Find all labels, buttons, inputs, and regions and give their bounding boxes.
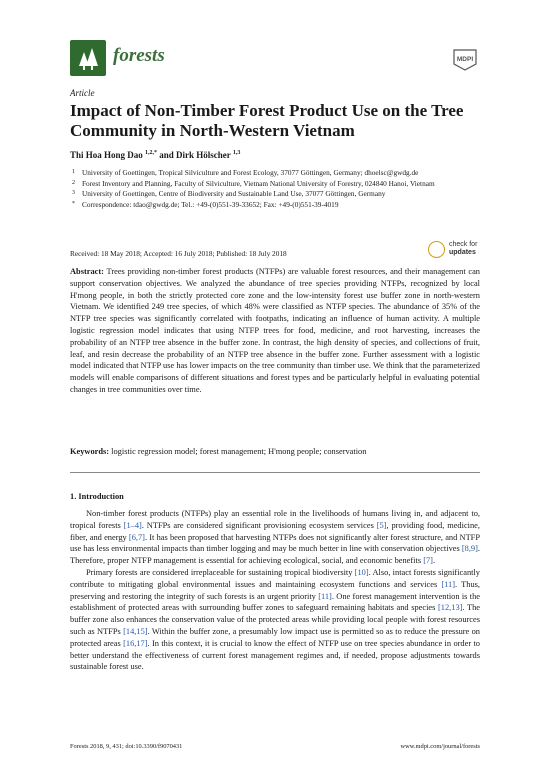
paragraph-text: . Therefore, proper NTFP management is essential for achieving ecological, social, and economic benefits [70,544,480,566]
affiliation-number: 3 [72,190,75,196]
keywords-label: Keywords: [70,447,110,456]
citation-link[interactable]: [8,9] [461,544,478,554]
citation-link[interactable]: [12,13] [438,603,463,613]
article-title: Impact of Non-Timber Forest Product Use on the Tree Community in North-Western Vietnam [70,101,464,140]
paragraph-text: . [432,556,436,566]
publication-dates: Received: 18 May 2018; Accepted: 16 July 2018; Published: 18 July 2018 [70,249,287,258]
abstract [70,266,480,396]
forests-logo-icon [70,40,106,76]
paragraph-text: . Also, intact forests significantly contribute to mitigating global environmental issues and maintaining ecosystem functions and services [70,567,480,589]
footer-citation[interactable]: Forests 2018, 9, 431; doi:10.3390/f9070431 [70,743,183,750]
check-for-updates-label [449,241,477,257]
paragraph-text: . NTFPs are considered significant provisioning ecosystem services [141,520,377,530]
page-footer [70,743,480,750]
paragraph-text: , providing food, medicine, fiber, and energy [70,520,480,542]
journal-name[interactable]: forests [113,45,165,66]
paragraph [70,567,480,673]
article-type: Article [70,88,95,98]
paragraph [70,508,480,567]
affiliation-item [70,168,480,179]
author-conjunction: and [159,150,174,160]
check-for-updates-line1: check for [449,241,478,248]
citation-link[interactable]: [1–4] [123,520,142,530]
affiliation-text: Forest Inventory and Planning, Faculty of Silviculture, Vietnam National University of Forestry, 024840 Hanoi, Vietnam [82,178,435,188]
keywords [70,446,480,458]
section-divider [70,472,480,473]
author-affiliation-marker: 1,3 [232,150,241,156]
affiliations [70,168,480,210]
paragraph-text: . One forest management intervention is the establishment of protected areas with surrounding buffer zones to safeguard remaining habitats and species [70,591,480,613]
paragraph-text: . Thus, preserving and restoring the integrity of such forests is an urgent priority [70,579,480,601]
citation-link[interactable]: [14,15] [123,626,148,636]
journal-header [70,40,480,80]
citation-link[interactable]: [11] [441,579,456,589]
paragraph-text: . In this context, it is crucial to know the effect of NTFP use on tree species abundance in order to better understand the effectiveness of current forest management regimes and, if needed, propose adjustments towards sustainable forest use. [70,638,480,672]
author-list [70,150,240,160]
mdpi-logo-icon[interactable] [450,48,480,72]
check-for-updates-button[interactable] [428,238,482,262]
paragraph-text: . The buffer zone also enhances the conservation value of the protected areas while providing local people with forest resources such as NTFPs [70,603,480,636]
affiliation-text: University of Goettingen, Tropical Silviculture and Forest Ecology, 37077 Göttingen, Germany; dhoelsc@gwdg.de [82,168,419,177]
introduction-body [70,508,480,673]
correspondence [70,200,480,211]
citation-link[interactable]: [10] [354,567,369,577]
affiliation-number: 1 [72,169,75,175]
section-heading: 1. Introduction [70,492,124,501]
affiliation-number: 2 [72,179,75,186]
affiliation-item [70,179,480,190]
paragraph-text: . Within the buffer zone, a presumably low impact use is permitted so as to reduce the pressure on protected areas [70,626,480,648]
paragraph-text: Non-timber forest products (NTFPs) play an essential role in the livelihoods of humans living in, and adjacent to, tropical forests [70,509,480,530]
paragraph-text: Primary forests are considered irreplaceable for sustaining tropical biodiversity [86,567,355,577]
affiliation-item [70,189,480,200]
citation-link[interactable]: [11] [318,591,332,601]
affiliation-text: University of Goettingen, Centre of Biodiversity and Sustainable Land Use, 37077 Göttingen, Germany [82,189,386,198]
author-name[interactable]: Thi Hoa Hong Dao [70,150,143,160]
correspondence-text[interactable]: Correspondence: tdao@gwdg.de; Tel.: +49-(0)551-39-33652; Fax: +49-(0)551-39-4019 [82,199,339,209]
author-affiliation-marker: 1,2,* [145,150,158,156]
check-for-updates-icon [428,241,445,258]
check-for-updates-line2: updates [449,249,476,256]
citation-link[interactable]: [6,7] [128,532,145,542]
mdpi-logo-text: MDPI [456,56,474,63]
citation-link[interactable]: [16,17] [123,638,148,648]
abstract-label: Abstract: [70,267,104,276]
citation-link[interactable]: [5] [376,520,387,530]
author-name[interactable]: Dirk Hölscher [176,150,231,160]
keywords-text: logistic regression model; forest management; H'mong people; conservation [111,447,367,456]
paragraph-text: . It has been proposed that harvesting NTFPs does not significantly alter forest structure, and NTFP use has less environmental impacts than timber logging and may be much better in line with conservation objectives [70,532,480,554]
footer-url[interactable]: www.mdpi.com/journal/forests [400,743,480,750]
correspondence-marker: * [72,200,75,207]
citation-link[interactable]: [7] [423,556,433,566]
abstract-text: Trees providing non-timber forest products (NTFPs) are valuable forest resources, and their management can support conservation objectives. We analyzed the abundance of tree species providing NTFPs, recognized by local H'mong people, in both the strictly protected core zone and the low-intensity forest use buffer zone in north-western Vietnam. We identified 249 tree species, of which 48% were classified as NTFP species. The abundance of 35% of the NTFP tree species was significantly correlated with footpaths, indicating an influence of human activity. A multiple logistic regression model indicates that using NTFP trees for food, medicine, and root harvesting, increases the probability of an NTFP tree absence in the buffer zone. In contrast, the high density of species, and collections of fruit, leaf, and resin decrease the probability of an NTFP tree absence in the buffer zone. Further assessment with a logistic model indicated that NTFP use has lower impacts on the tree community than timber use. We think that the parameterized models will enable comparisons of different situations and forest types and be particularly helpful in evaluating potential changes in tree communities over time. [70,267,480,394]
